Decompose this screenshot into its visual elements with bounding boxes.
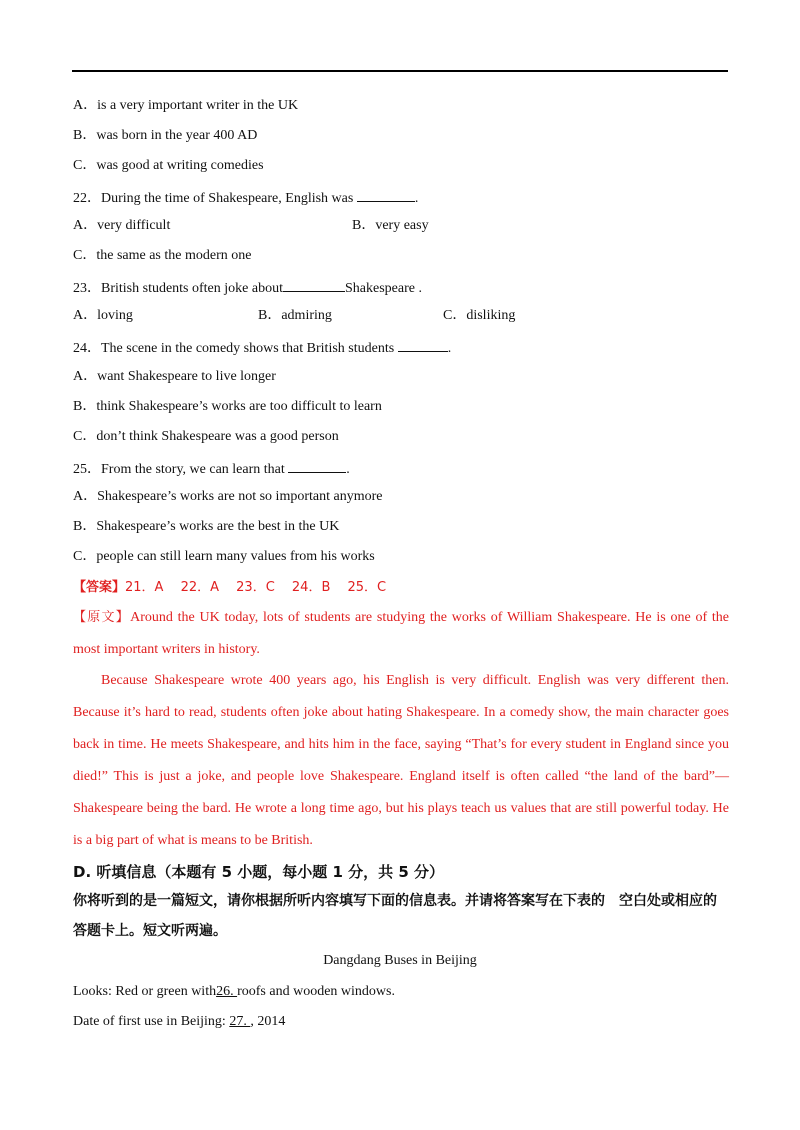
date-rest: , 2014	[250, 1014, 286, 1029]
q23-stem-text: 23．British students often joke about	[73, 281, 283, 296]
info-row-date	[73, 1013, 285, 1031]
original-text-paragraph-1	[73, 602, 729, 666]
q21-option-c: C．was good at writing comedies	[73, 158, 264, 173]
q22-option-b: B．very easy	[352, 218, 429, 233]
looks-rest: roofs and wooden windows.	[237, 984, 395, 999]
original-p2: Because Shakespeare wrote 400 years ago, his English is very difficult. English was very different then. Because it’s hard to read, students often joke about hating Shakespeare. In a comedy show, the main character goes back in time. He meets Shakespeare, and hits him in the face, saying “That’s for every student in England since you died!” This is just a joke, and people love Shakespeare. England itself is often called “the land of the bard”—Shakespeare being the bard. He wrote a long time ago, but his plays teach us values that are still powerful today. He is a big part of what is means to be British.	[73, 673, 729, 848]
q24-stem-end: .	[447, 341, 452, 356]
q23-options-row	[73, 307, 729, 325]
q25-stem	[73, 458, 350, 479]
q21-option-a: A．is a very important writer in the UK	[73, 98, 299, 113]
q23-blank	[283, 277, 345, 292]
q22-options-row	[73, 217, 729, 235]
q22-option-c: C．the same as the modern one	[73, 248, 252, 263]
answer-key	[73, 579, 386, 597]
q24-blank	[398, 337, 448, 352]
original-label: 【原文】	[73, 610, 131, 625]
answer-label: 【答案】	[73, 580, 126, 595]
header-rule	[72, 70, 728, 72]
original-text-paragraph-2	[73, 665, 729, 857]
q25-stem-text: 25．From the story, we can learn that	[73, 462, 289, 477]
q23-option-c: C．disliking	[443, 308, 516, 323]
q24-stem	[73, 337, 451, 358]
q23-option-b: B．admiring	[258, 308, 332, 323]
q23-stem-end: Shakespeare .	[344, 281, 422, 296]
info-row-looks	[73, 983, 395, 1001]
section-d-instructions: 你将听到的是一篇短文，请你根据所听内容填写下面的信息表。并请将答案写在下表的 空白处或相应的答题卡上。短文听两遍。	[73, 893, 717, 939]
original-p1: Around the UK today, lots of students are studying the works of William Shakespeare. He is one of the most important writers in history.	[73, 610, 729, 657]
q22-stem	[73, 187, 418, 208]
info-table-title: Dangdang Buses in Beijing	[323, 953, 477, 968]
q22-blank	[357, 187, 415, 202]
q24-stem-text: 24．The scene in the comedy shows that British students	[73, 341, 398, 356]
section-d-title: D. 听填信息（本题有 5 小题，每小题 1 分，共 5 分）	[73, 863, 445, 881]
q25-option-b: B．Shakespeare’s works are the best in the UK	[73, 519, 340, 534]
q22-stem-end: .	[414, 191, 419, 206]
q21-option-b: B．was born in the year 400 AD	[73, 128, 258, 143]
q25-option-c: C．people can still learn many values from his works	[73, 549, 375, 564]
looks-label: Looks: Red or green with	[73, 984, 217, 999]
q22-stem-text: 22．During the time of Shakespeare, English was	[73, 191, 357, 206]
q24-option-b: B．think Shakespeare’s works are too difficult to learn	[73, 399, 382, 414]
q24-option-c: C．don’t think Shakespeare was a good person	[73, 429, 339, 444]
q25-blank	[288, 458, 346, 473]
answer-text: 21．A 22．A 23．C 24．B 25．C	[125, 580, 387, 595]
date-label: Date of first use in Beijing:	[73, 1014, 230, 1029]
q23-stem	[73, 277, 422, 298]
blank-27: 27.	[229, 1014, 251, 1029]
blank-26: 26.	[216, 984, 238, 999]
q25-option-a: A．Shakespeare’s works are not so important anymore	[73, 489, 383, 504]
q22-option-a: A．very difficult	[73, 218, 171, 233]
q24-option-a: A．want Shakespeare to live longer	[73, 369, 276, 384]
q25-stem-end: .	[346, 462, 350, 477]
q23-option-a: A．loving	[73, 308, 133, 323]
